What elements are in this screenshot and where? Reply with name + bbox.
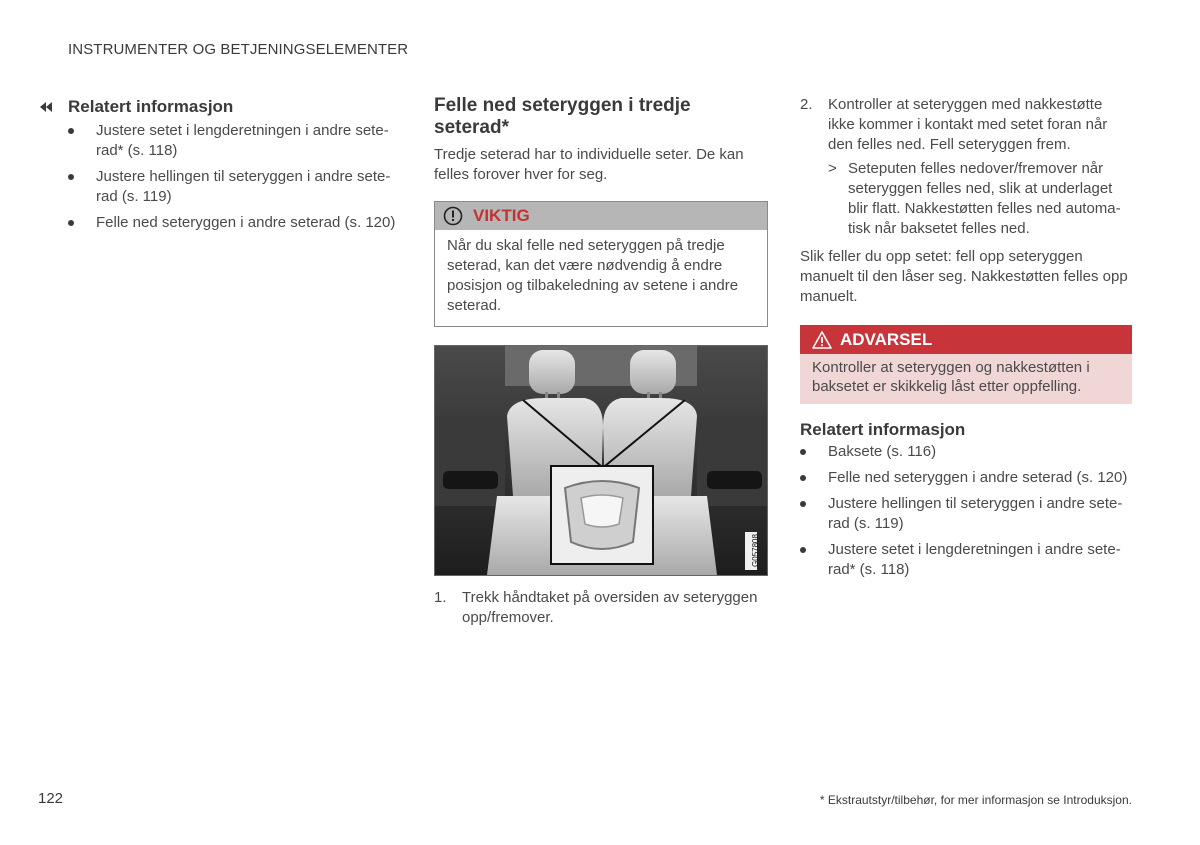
related-info-heading xyxy=(38,97,403,117)
important-text: Når du skal felle ned seteryggen på tredje seterad, kan det være nødvendig å endre posisjon og tilbakeledning av setene i andre seterad. xyxy=(447,237,739,314)
raise-seat-text: Slik feller du opp setet: fell opp seteryggen manuelt til den låser seg. Nakkestøtten felles opp manuelt. xyxy=(800,248,1128,305)
seat-illustration xyxy=(435,346,767,575)
related-links-list xyxy=(68,121,403,233)
related-link[interactable] xyxy=(68,167,403,207)
step-text: Trekk håndtaket på oversiden av seteryggen opp/fremover. xyxy=(462,589,758,626)
section-title: Felle ned seteryggen i tredje seterad* xyxy=(434,95,691,138)
step-1 xyxy=(434,588,768,628)
related-link[interactable] xyxy=(800,468,1132,488)
related-link[interactable] xyxy=(800,540,1132,580)
steps-list-2 xyxy=(800,95,1132,155)
related-info-title: Relatert informasjon xyxy=(68,97,234,116)
bullet xyxy=(800,547,806,553)
bullet xyxy=(800,501,806,507)
related-link-text[interactable]: Justere hellingen til seteryggen i andre sete- rad (s. 119) xyxy=(96,168,391,205)
steps-list-1 xyxy=(434,588,768,628)
right-column xyxy=(800,95,1132,586)
related-link-text[interactable]: Justere setet i lengderetningen i andre sete- rad* (s. 118) xyxy=(828,541,1121,578)
related-link-text[interactable]: Felle ned seteryggen i andre seterad (s. 120) xyxy=(828,469,1128,486)
related-info-title: Relatert informasjon xyxy=(800,420,966,439)
related-links-list xyxy=(800,442,1132,580)
step-result xyxy=(800,159,1132,239)
figure-code: G057808 xyxy=(750,534,760,567)
warning-label: ADVARSEL xyxy=(840,329,933,349)
related-link-text[interactable]: Justere setet i lengderetningen i andre sete- rad* (s. 118) xyxy=(96,122,389,159)
related-link[interactable] xyxy=(800,442,1132,462)
related-link-text[interactable]: Baksete (s. 116) xyxy=(828,443,937,460)
warning-box xyxy=(800,325,1132,404)
related-link[interactable] xyxy=(800,494,1132,534)
bullet xyxy=(68,128,74,134)
exclamation-circle-icon xyxy=(443,206,463,226)
step-2 xyxy=(800,95,1132,155)
bullet xyxy=(68,220,74,226)
bullet xyxy=(800,449,806,455)
page-number: 122 xyxy=(38,790,64,807)
step-number: 1. xyxy=(434,589,447,606)
warning-text: Kontroller at seteryggen og nakkestøtten i baksetet er skikkelig låst etter oppfelling. xyxy=(812,359,1090,395)
result-text: Seteputen felles nedover/fremover når seteryggen felles ned, slik at underlaget blir flatt. Nakkestøtten felles ned automa- tisk når baksetet felles ned. xyxy=(848,160,1121,237)
seat-photo xyxy=(434,345,768,576)
important-header xyxy=(435,202,767,230)
important-label: VIKTIG xyxy=(473,206,530,225)
related-link[interactable] xyxy=(68,121,403,161)
related-link-text[interactable]: Felle ned seteryggen i andre seterad (s. 120) xyxy=(96,214,396,231)
warning-triangle-icon xyxy=(812,331,832,349)
warning-header xyxy=(800,325,1132,354)
intro-text: Tredje seterad har to individuelle seter. De kan felles forover hver for seg. xyxy=(434,146,744,183)
step-number: 2. xyxy=(800,96,813,113)
step-text: Kontroller at seteryggen med nakkestøtte ikke kommer i kontakt med setet foran når den felles ned. Fell seteryggen frem. xyxy=(828,96,1108,153)
bullet xyxy=(68,174,74,180)
middle-column xyxy=(434,95,768,628)
footnote: * Ekstrautstyr/tilbehør, for mer informasjon se Introduksjon. xyxy=(819,793,1132,807)
section-header: INSTRUMENTER OG BETJENINGSELEMENTER xyxy=(68,41,409,58)
left-column xyxy=(38,95,403,239)
bullet xyxy=(800,475,806,481)
important-box xyxy=(434,201,768,327)
result-marker: > xyxy=(828,160,837,177)
double-chevron-left-icon[interactable] xyxy=(38,101,60,113)
related-link-text[interactable]: Justere hellingen til seteryggen i andre sete- rad (s. 119) xyxy=(828,495,1123,532)
related-link[interactable] xyxy=(68,213,403,233)
